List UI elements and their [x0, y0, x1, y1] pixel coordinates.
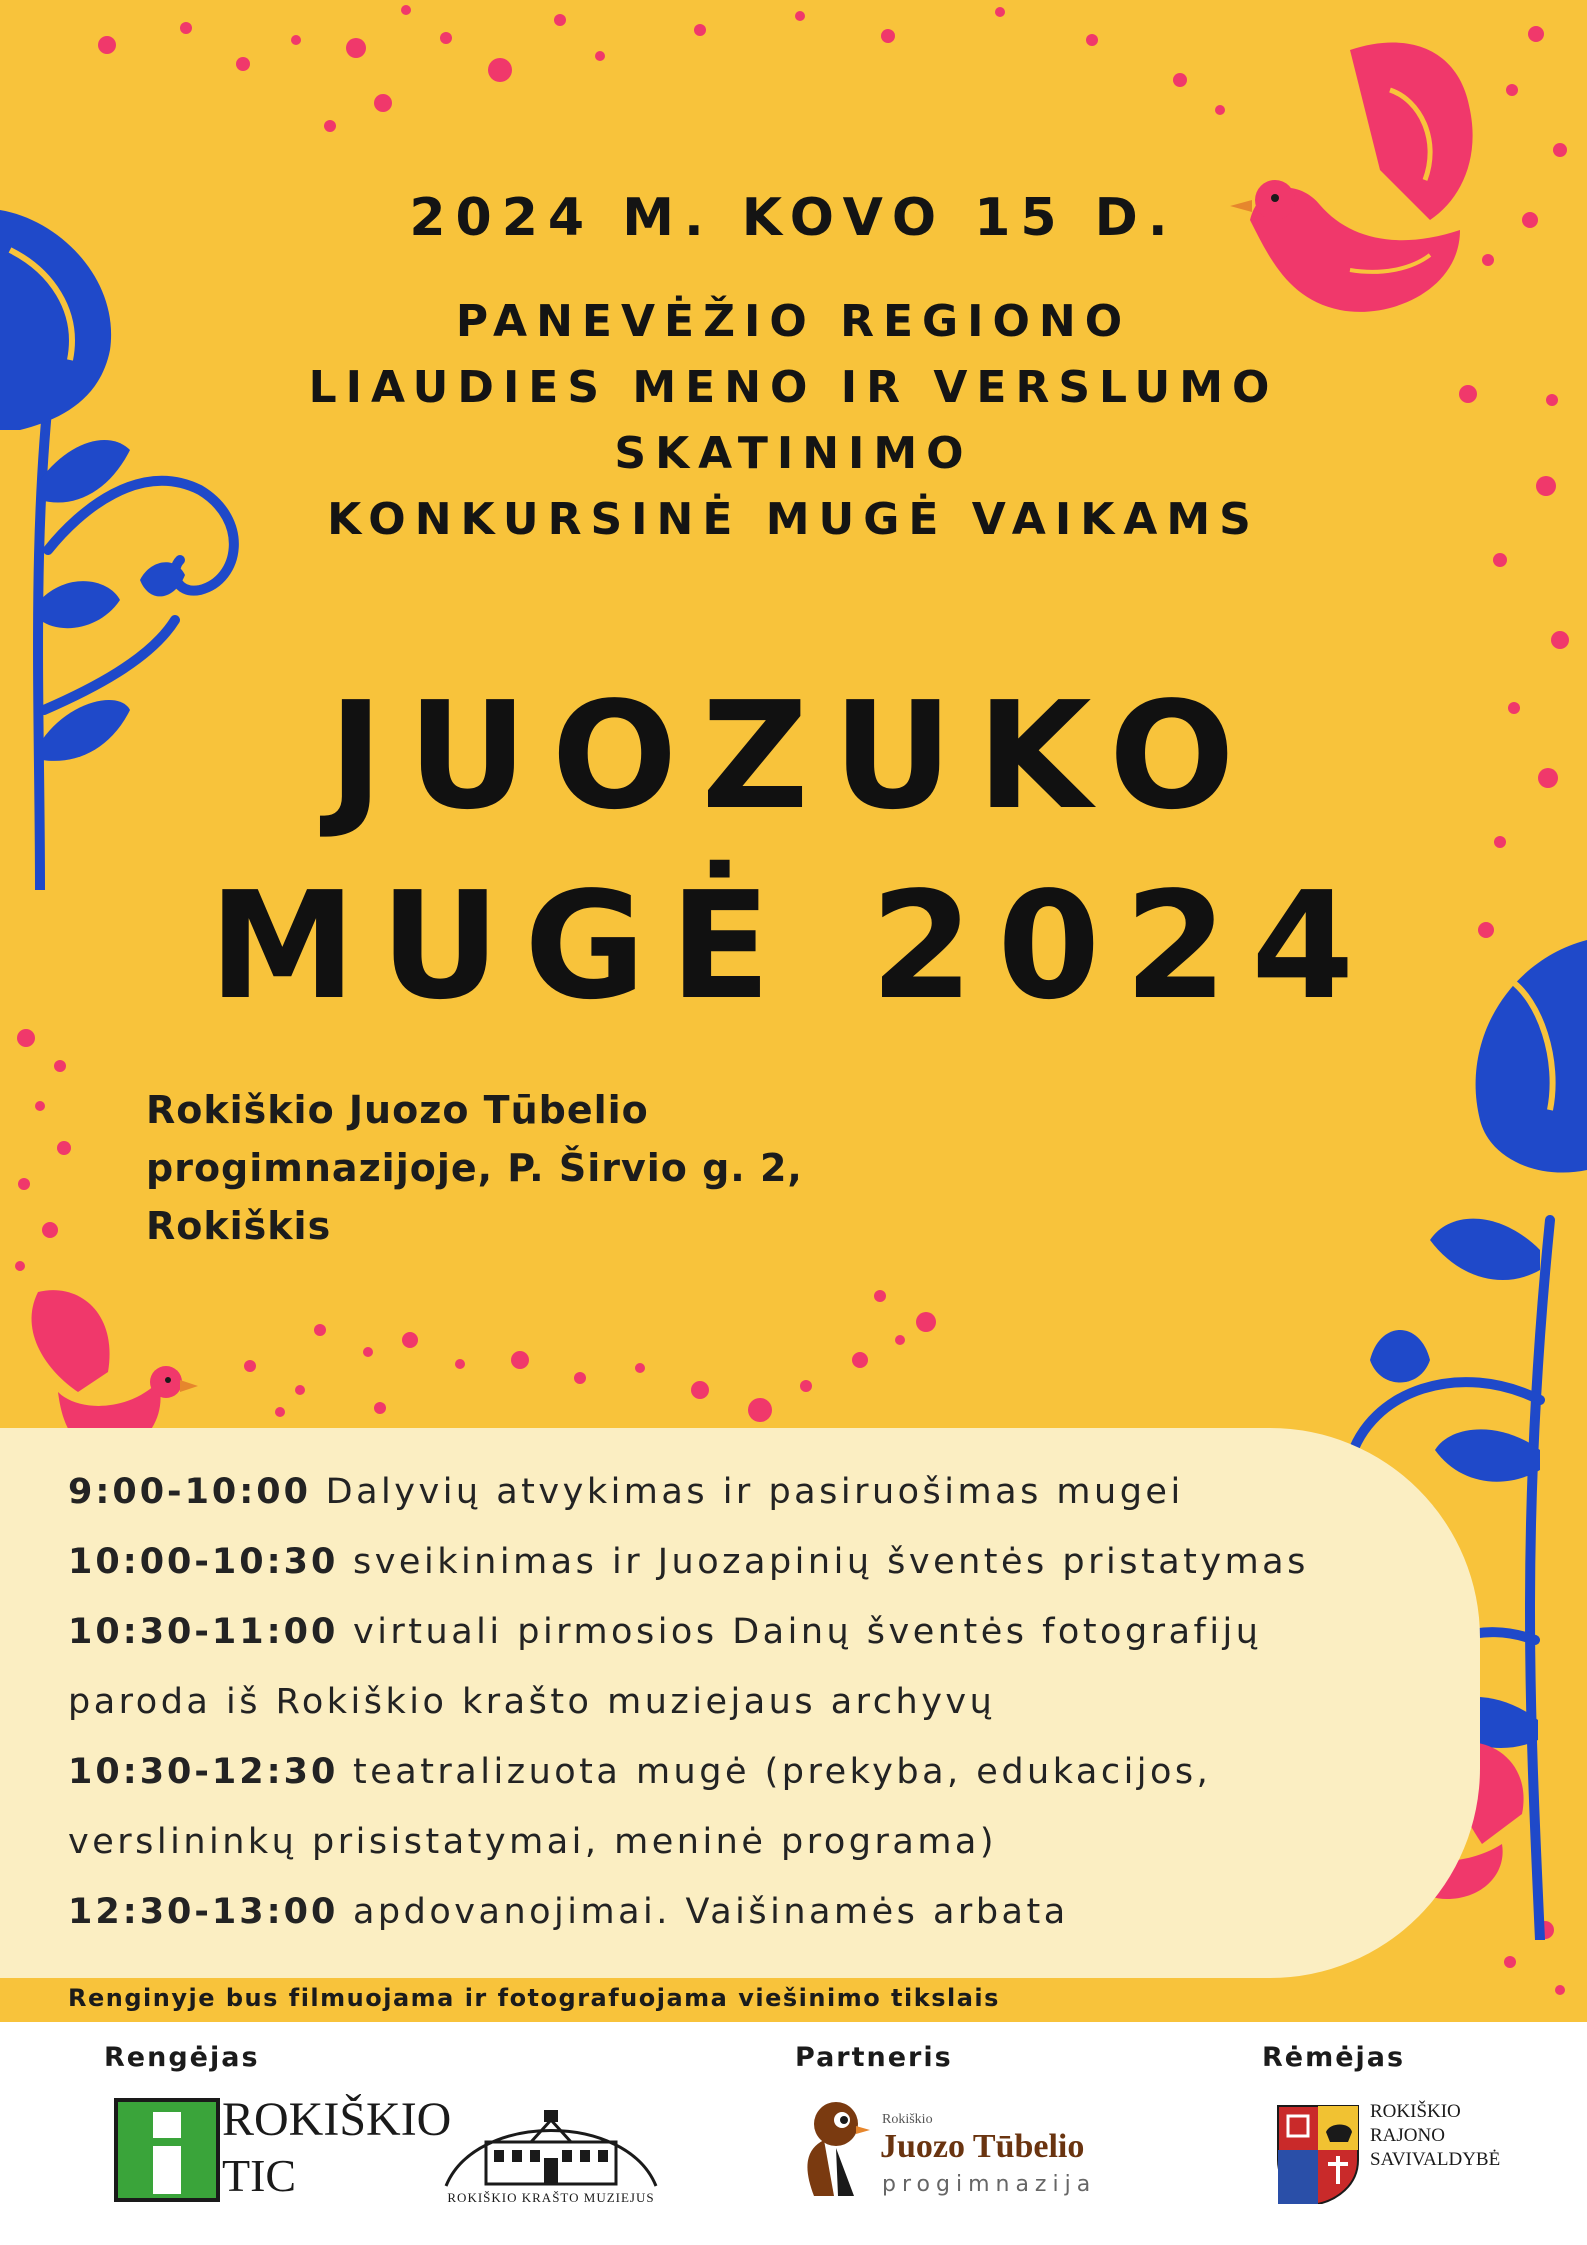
schedule-time: 10:30-11:00 — [68, 1612, 339, 1652]
tic-logo-line-1: ROKIŠKIO — [222, 2093, 452, 2146]
subtitle-line-4: KONKURSINĖ MUGĖ VAIKAMS — [327, 494, 1260, 545]
schedule-item — [68, 1472, 1184, 1512]
location-line-3: Rokiškis — [146, 1204, 332, 1248]
bird-mascot-icon — [794, 2100, 870, 2196]
schedule-item — [68, 1892, 1069, 1932]
subtitle-line-2: LIAUDIES MENO IR VERSLUMO — [308, 362, 1279, 413]
schedule-text: apdovanojimai. Vaišinamės arbata — [352, 1892, 1069, 1932]
school-logo-sub: progimnazija — [882, 2172, 1097, 2197]
tic-logo-line-2: TIC — [222, 2150, 297, 2201]
schedule-time: 12:30-13:00 — [68, 1892, 339, 1932]
municipality-line-3: SAVIVALDYBĖ — [1370, 2149, 1501, 2170]
schedule-item — [68, 1752, 1211, 1792]
location-line-1: Rokiškio Juozo Tūbelio — [146, 1088, 649, 1132]
folk-bird-top-right-icon — [1230, 30, 1530, 330]
schedule-time: 9:00-10:00 — [68, 1472, 311, 1512]
schedule-text: sveikinimas ir Juozapinių šventės pristatymas — [352, 1542, 1309, 1582]
subtitle-line-3: SKATINIMO — [614, 428, 973, 479]
filming-notice: Renginyje bus filmuojama ir fotografuojama viešinimo tikslais — [68, 1984, 1000, 2012]
schedule-item — [68, 1612, 1261, 1652]
info-i-icon — [114, 2098, 220, 2202]
schedule-text: Dalyvių atvykimas ir pasiruošimas mugei — [325, 1472, 1184, 1512]
school-logo-small: Rokiškio — [882, 2112, 933, 2127]
schedule-text: virtuali pirmosios Dainų šventės fotografijų — [352, 1612, 1262, 1652]
schedule-time: 10:30-12:30 — [68, 1752, 339, 1792]
schedule-item-continuation: paroda iš Rokiškio krašto muziejaus archyvų — [68, 1682, 996, 1722]
schedule-text: teatralizuota mugė (prekyba, edukacijos, — [352, 1752, 1212, 1792]
museum-logo-text: ROKIŠKIO KRAŠTO MUZIEJUS — [447, 2190, 655, 2205]
main-title-line-1: JUOZUKO — [328, 670, 1259, 842]
coat-of-arms-icon — [1276, 2104, 1360, 2204]
municipality-line-1: ROKIŠKIO — [1370, 2101, 1461, 2122]
event-date: 2024 M. KOVO 15 D. — [409, 188, 1178, 248]
sponsor-label: Rėmėjas — [1262, 2042, 1406, 2073]
school-logo-name: Juozo Tūbelio — [880, 2128, 1085, 2165]
main-title-line-2: MUGĖ 2024 — [208, 860, 1379, 1032]
organizer-label: Rengėjas — [104, 2042, 260, 2073]
schedule-item — [68, 1542, 1309, 1582]
location-line-2: progimnazijoje, P. Širvio g. 2, — [146, 1146, 803, 1190]
schedule-item-continuation: verslininkų prisistatymai, meninė programa) — [68, 1822, 998, 1862]
partner-label: Partneris — [795, 2042, 953, 2073]
manor-house-icon — [436, 2092, 666, 2188]
schedule-time: 10:00-10:30 — [68, 1542, 339, 1582]
municipality-line-2: RAJONO — [1370, 2125, 1445, 2146]
subtitle-line-1: PANEVĖŽIO REGIONO — [455, 296, 1132, 347]
